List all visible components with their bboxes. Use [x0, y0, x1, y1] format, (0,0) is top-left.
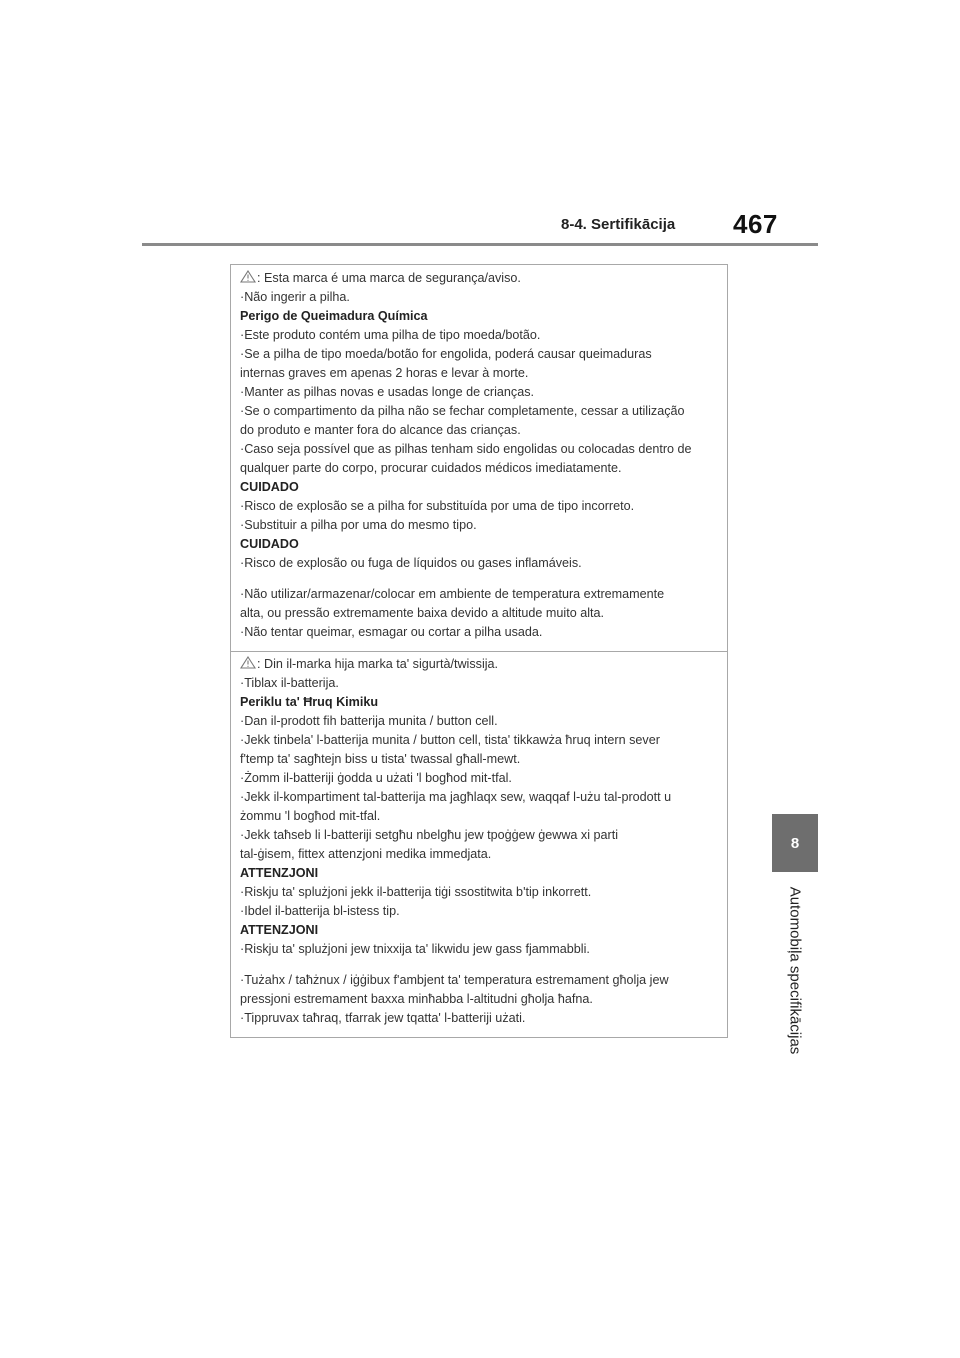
warning-heading: Perigo de Queimadura Química: [240, 309, 428, 323]
warning-line: ·Jekk tinbela' l-batterija munita / button cell, tista' tikkawża ħruq intern sever: [240, 733, 660, 747]
warning-line: ·Tippruvax taħraq, tfarrak jew tqatta' l-batteriji użati.: [240, 1011, 526, 1025]
warning-text-portuguese: [240, 269, 724, 642]
warning-text-maltese: [240, 655, 724, 1028]
caution-heading: ATTENZJONI: [240, 923, 319, 937]
page-number: 467: [733, 209, 778, 239]
language-divider: [230, 651, 728, 652]
caution-heading: CUIDADO: [240, 537, 299, 551]
warning-line: ·Riskju ta' splużjoni jekk il-batterija tiġi ssostitwita b'tip inkorrett.: [240, 885, 592, 899]
warning-line: ·Ibdel il-batterija bl-istess tip.: [240, 904, 400, 918]
warning-line: ·Este produto contém uma pilha de tipo moeda/botão.: [240, 328, 541, 342]
warning-line: ·Tiblax il-batterija.: [240, 676, 339, 690]
warning-line: ·Żomm il-batteriji ġodda u użati 'l bogħod mit-tfal.: [240, 771, 512, 785]
warning-line: do produto e manter fora do alcance das crianças.: [240, 423, 521, 437]
warning-line: internas graves em apenas 2 horas e levar à morte.: [240, 366, 529, 380]
section-title: 8-4. Sertifikācija: [561, 216, 676, 233]
warning-line: ·Se a pilha de tipo moeda/botão for engolida, poderá causar queimaduras: [240, 347, 652, 361]
warning-line: ·Se o compartimento da pilha não se fechar completamente, cessar a utilização: [240, 404, 685, 418]
warning-line: pressjoni estremament baxxa minħabba l-altitudni għolja ħafna.: [240, 992, 593, 1006]
caution-heading: CUIDADO: [240, 480, 299, 494]
header-divider: [142, 243, 818, 246]
chapter-title-text: Automobiļa specifikācijas: [786, 886, 804, 1054]
warning-line: tal-ġisem, fittex attenzjoni medika immedjata.: [240, 847, 492, 861]
chapter-title-vertical: [772, 880, 818, 1060]
warning-heading: Periklu ta' Ħruq Kimiku: [240, 695, 379, 709]
warning-line: ·Riskju ta' splużjoni jew tnixxija ta' likwidu jew gass fjammabbli.: [240, 942, 590, 956]
warning-line: ·Dan il-prodott fih batterija munita / button cell.: [240, 714, 498, 728]
warning-triangle-icon: [240, 270, 256, 283]
warning-line: : Din il-marka hija marka ta' sigurtà/twissija.: [240, 655, 724, 674]
warning-line: f'temp ta' sagħtejn biss u tista' twassal għall-mewt.: [240, 752, 521, 766]
caution-heading: ATTENZJONI: [240, 866, 319, 880]
warning-line: żommu 'l bogħod mit-tfal.: [240, 809, 381, 823]
warning-line: qualquer parte do corpo, procurar cuidados médicos imediatamente.: [240, 461, 622, 475]
warning-line: ·Não ingerir a pilha.: [240, 290, 350, 304]
warning-line: ·Jekk taħseb li l-batteriji setgħu nbelgħu jew tpoġġew ġewwa xi parti: [240, 828, 619, 842]
warning-line: ·Jekk il-kompartiment tal-batterija ma jagħlaqx sew, waqqaf l-użu tal-prodott u: [240, 790, 672, 804]
warning-line: ·Não tentar queimar, esmagar ou cortar a pilha usada.: [240, 625, 543, 639]
warning-line: ·Não utilizar/armazenar/colocar em ambiente de temperatura extremamente: [240, 587, 665, 601]
warning-line: ·Caso seja possível que as pilhas tenham sido engolidas ou colocadas dentro de: [240, 442, 692, 456]
warning-line: ·Substituir a pilha por uma do mesmo tipo.: [240, 518, 477, 532]
warning-line: ·Manter as pilhas novas e usadas longe de crianças.: [240, 385, 535, 399]
warning-line: ·Tużahx / taħżnux / iġġibux f'ambjent ta' temperatura estremament għolja jew: [240, 973, 669, 987]
warning-line: ·Risco de explosão ou fuga de líquidos ou gases inflamáveis.: [240, 556, 582, 570]
chapter-number-tab: 8: [772, 814, 818, 872]
warning-line: alta, ou pressão extremamente baixa devido a altitude muito alta.: [240, 606, 605, 620]
warning-line: : Esta marca é uma marca de segurança/aviso.: [240, 269, 724, 288]
warning-line: ·Risco de explosão se a pilha for substituída por uma de tipo incorreto.: [240, 499, 635, 513]
warning-triangle-icon: [240, 656, 256, 669]
